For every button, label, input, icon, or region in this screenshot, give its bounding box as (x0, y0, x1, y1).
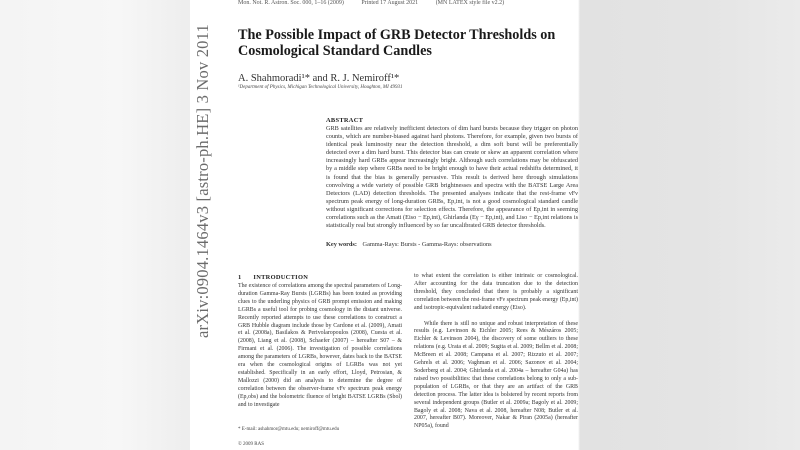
abstract-heading: ABSTRACT (326, 117, 364, 124)
section-heading-introduction (238, 274, 308, 281)
abstract-text: GRB satellites are relatively inefficient detectors of dim hard bursts because they trigger on photon counts, which are number-biased against hard photons. Therefore, for example, given two bursts of identical peak luminosity near the detection threshold, a dim soft burst will be preferentially detected over a dim hard burst. This detector bias can create or skew an apparent correlation where increasingly hard GRBs appear increasingly bright. Although such correlations may be obfuscated by a middle step where GRBs need to be bright enough to have their actual redshifts determined, it is found that the bias is generally pervasive. This result is derived here through simulations convolving a wide variety of possible GRB brightnesses and spectra with the BATSE Large Area Detectors (LAD) detection thresholds. The presented analyses indicate that the rest-frame νFν spectrum peak energy of long-duration GRBs, Ep,int, is not a good cosmological standard candle without significant corrections for selection effects. Therefore, the appearance of Ep,int in seeming correlations such as the Amati (Eiso − Ep,int), Ghirlanda (Eγ − Ep,int), and Liso − Ep,int relations is statistically real but strongly influenced by so far uncalibrated GRB detector thresholds. (326, 125, 578, 230)
intro-paragraph-1: The existence of correlations among the spectral parameters of Long-duration Gamma-Ray Bursts (LGRBs) has been touted as providing clues to the underling physics of GRB prompt emission and making LGRBs a useful tool for probing cosmology in the distant universe. Recently reported attempts to use these correlations to construct a GRB Hubble diagram include those by Cardone et al. (2009), Amati et al. (2008a), Basilakos & Perivolaropoulos (2008), Cuesta et al. (2008), Liang et al. (2008), Schaefer (2007) – hereafter S07 – & Firmani et al. (2006). The investigation of possible correlations among the parameters of LGRBs, however, dates back to the BATSE era when the cosmological origins of LGRBs was not yet established. Specifically in an early effort, Lloyd, Petrosian, & Mallozzi (2000) did an analysis to determine the degree of correlation between the observer-frame νFν spectrum peak energy (Ep,obs) and the bolometric fluence of bright BATSE LGRBs (Sbol) and to investigate (238, 283, 402, 408)
arxiv-stamp: arXiv:0904.1464v3 [astro-ph.HE] 3 Nov 2011 (193, 24, 212, 338)
section-title: INTRODUCTION (253, 274, 309, 281)
intro-paragraph-1-cont: to what extent the correlation is either intrinsic or cosmological. After accounting for the data truncation due to the detection threshold, they concluded that there is probably a significant correlation between the rest-frame νFν spectrum peak energy (Ep,int) and isotropic-equivalent radiated energy (Eiso). (414, 273, 578, 311)
intro-paragraph-2: While there is still no unique and robust interpretation of these results (e.g. Levinson & Eichler 2005; Rees & Mészáros 2005; Eichler & Levinson 2004), the discovery of some outliers to these relations (e.g. Urata et al. 2009; Sugita et al. 2009; Bellm et al. 2008; McBreen et al. 2008; Campana et al. 2007; Rizzuto et al. 2007; Gehrels et al. 2006; Vaghman et al. 2006; Sazonov et al. 2004; Soderberg et al. 2004; Ghirlanda et al. 2004a – hereafter G04a) has raised two possibilities: that these correlations belong to only a sub-population of LGRBs, or that they are an artifact of the GRB detection process. The latter idea is bolstered by recent reports from several independent groups (Butler et al. 2009a; Bagoly et al. 2009; Bagoly et al. 2008; Nava et al. 2008, hereafter N08; Butler et al. 2007, hereafter B07). Moreover, Nakar & Piran (2005a) (hereafter NP05a), found (414, 320, 578, 430)
section-number: 1 (238, 274, 242, 281)
copyright-notice: © 2009 RAS (238, 442, 265, 447)
running-header (238, 0, 520, 6)
paper-authors: A. Shahmoradi¹* and R. J. Nemiroff¹* (238, 73, 400, 84)
author-affiliation: ¹Department of Physics, Michigan Technological University, Houghton, MI 49931 (238, 85, 403, 90)
keywords-value: Gamma-Rays: Bursts - Gamma-Rays: observations (362, 241, 492, 248)
email-footnote: * E-mail: ashahmor@mtu.edu; nemiroff@mtu.edu (238, 427, 340, 432)
printed-date: Printed 17 August 2021 (361, 0, 419, 6)
keywords (326, 241, 492, 248)
keywords-label: Key words: (326, 241, 357, 248)
intro-column-right (414, 273, 578, 431)
paper-title: The Possible Impact of GRB Detector Thresholds on Cosmological Standard Candles (238, 27, 556, 59)
journal-citation: Mon. Not. R. Astron. Soc. 000, 1–16 (2009) (238, 0, 344, 6)
style-file: (MN LATEX style file v2.2) (435, 0, 505, 6)
intro-column-left (238, 283, 402, 410)
